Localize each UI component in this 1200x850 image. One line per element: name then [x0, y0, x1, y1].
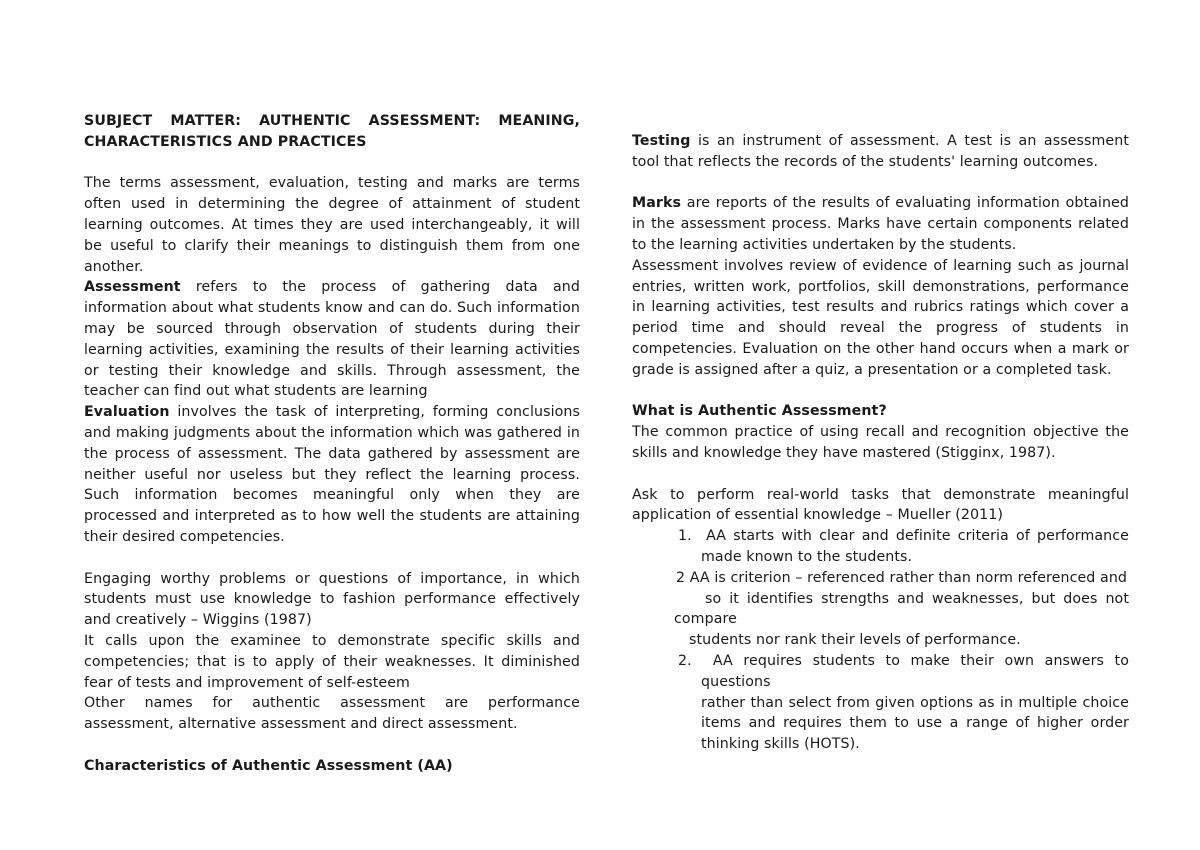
evaluation-term: Evaluation [84, 404, 170, 421]
spacer [632, 381, 1129, 402]
list-item-3-line-5: thinking skills (HOTS). [701, 736, 860, 753]
spacer [84, 153, 580, 174]
assessment-paragraph [84, 277, 580, 402]
list-item-3-line-3: rather than select from given options as in multiple choice [701, 694, 1129, 711]
spacer [84, 548, 580, 569]
intro-paragraph: The terms assessment, evaluation, testing and marks are terms often used in determining the degree of attainment of student learning outcomes. At times they are used interchangeably, it will be useful to clarify their meanings to distinguish them from one another. [84, 175, 580, 275]
mueller-paragraph: Ask to perform real-world tasks that demonstrate meaningful application of essential knowledge – Mueller (2011) [632, 486, 1129, 524]
list-item-1-number: 1. [678, 528, 692, 545]
marks-term: Marks [632, 195, 682, 212]
characteristics-heading: Characteristics of Authentic Assessment (AA) [84, 757, 453, 774]
list-item-2-line-1: 2 AA is criterion – referenced rather than norm referenced and [676, 569, 1128, 586]
list-item-2-line-3: compare [674, 611, 737, 628]
marks-paragraph [632, 193, 1129, 255]
evaluation-definition: involves the task of interpreting, forming conclusions and making judgments about the information which was gathered in the process of assessment. The data gathered by assessment are neither useful nor useless but they reflect the learning process. Such information becomes meaningful only when they are processed and interpreted as to how well the students are attaining their desired competencies. [84, 404, 580, 545]
list-item-3-number: 2. [678, 652, 692, 669]
right-column [632, 131, 1129, 755]
examinee-paragraph: It calls upon the examinee to demonstrate specific skills and competencies; that is to apply of their weaknesses. It diminished fear of tests and improvement of self-esteem [84, 632, 580, 691]
assessment-term: Assessment [84, 279, 181, 296]
marks-definition: are reports of the results of evaluating information obtained in the assessment process. Marks have certain components related to the learning activities undertaken by the students. [632, 195, 1129, 253]
title-line-2: CHARACTERISTICS AND PRACTICES [84, 133, 367, 150]
evaluation-paragraph [84, 402, 580, 548]
involves-paragraph: Assessment involves review of evidence of learning such as journal entries, written work, portfolios, skill demonstrations, performance in learning activities, test results and rubrics ratings which cover a period time and should reveal the progress of students in competencies. Evaluation on the other hand occurs when a mark or grade is assigned after a quiz, a presentation or a completed task. [632, 257, 1129, 378]
list-item-3-line-1: AA requires students to make their own answers to [712, 652, 1129, 669]
list-item-1 [632, 526, 1129, 547]
testing-term: Testing [632, 133, 691, 149]
wiggins-paragraph: Engaging worthy problems or questions of importance, in which students must use knowledge to fashion performance effectively and creatively – Wiggins (1987) [84, 570, 580, 629]
spacer [632, 464, 1129, 485]
testing-definition: is an instrument of assessment. A test is an assessment tool that reflects the records of the students' learning outcomes. [632, 133, 1129, 170]
list-item-3-line-4: items and requires them to use a range of higher order [701, 715, 1129, 732]
list-item-3 [632, 651, 1129, 672]
assessment-definition: refers to the process of gathering data and information about what students know and can do. Such information may be sourced through observation of students during their learning activities, examining the results of their learning activities or testing their knowledge and skills. Through assessment, the teacher can find out what students are learning [84, 279, 580, 400]
list-item-2-line-2: so it identifies strengths and weaknesses, but does not [705, 590, 1129, 607]
title-line-1: SUBJECT MATTER: AUTHENTIC ASSESSMENT: MEANING, [84, 113, 580, 129]
what-is-heading: What is Authentic Assessment? [632, 403, 887, 420]
other-names-paragraph: Other names for authentic assessment are performance assessment, alternative assessment and direct assessment. [84, 695, 580, 733]
list-item-2-line-4: students nor rank their levels of performance. [689, 632, 1021, 649]
spacer [632, 173, 1129, 194]
testing-paragraph [632, 131, 1129, 173]
left-column [84, 111, 580, 777]
list-item-1-cont: made known to the students. [701, 548, 913, 565]
list-item-3-line-2: questions [701, 673, 771, 690]
spacer [84, 735, 580, 756]
list-item-1-line-1: AA starts with clear and definite criteria of performance [706, 528, 1129, 545]
common-practice-paragraph: The common practice of using recall and recognition objective the skills and knowledge they have mastered (Stigginx, 1987). [632, 424, 1129, 461]
